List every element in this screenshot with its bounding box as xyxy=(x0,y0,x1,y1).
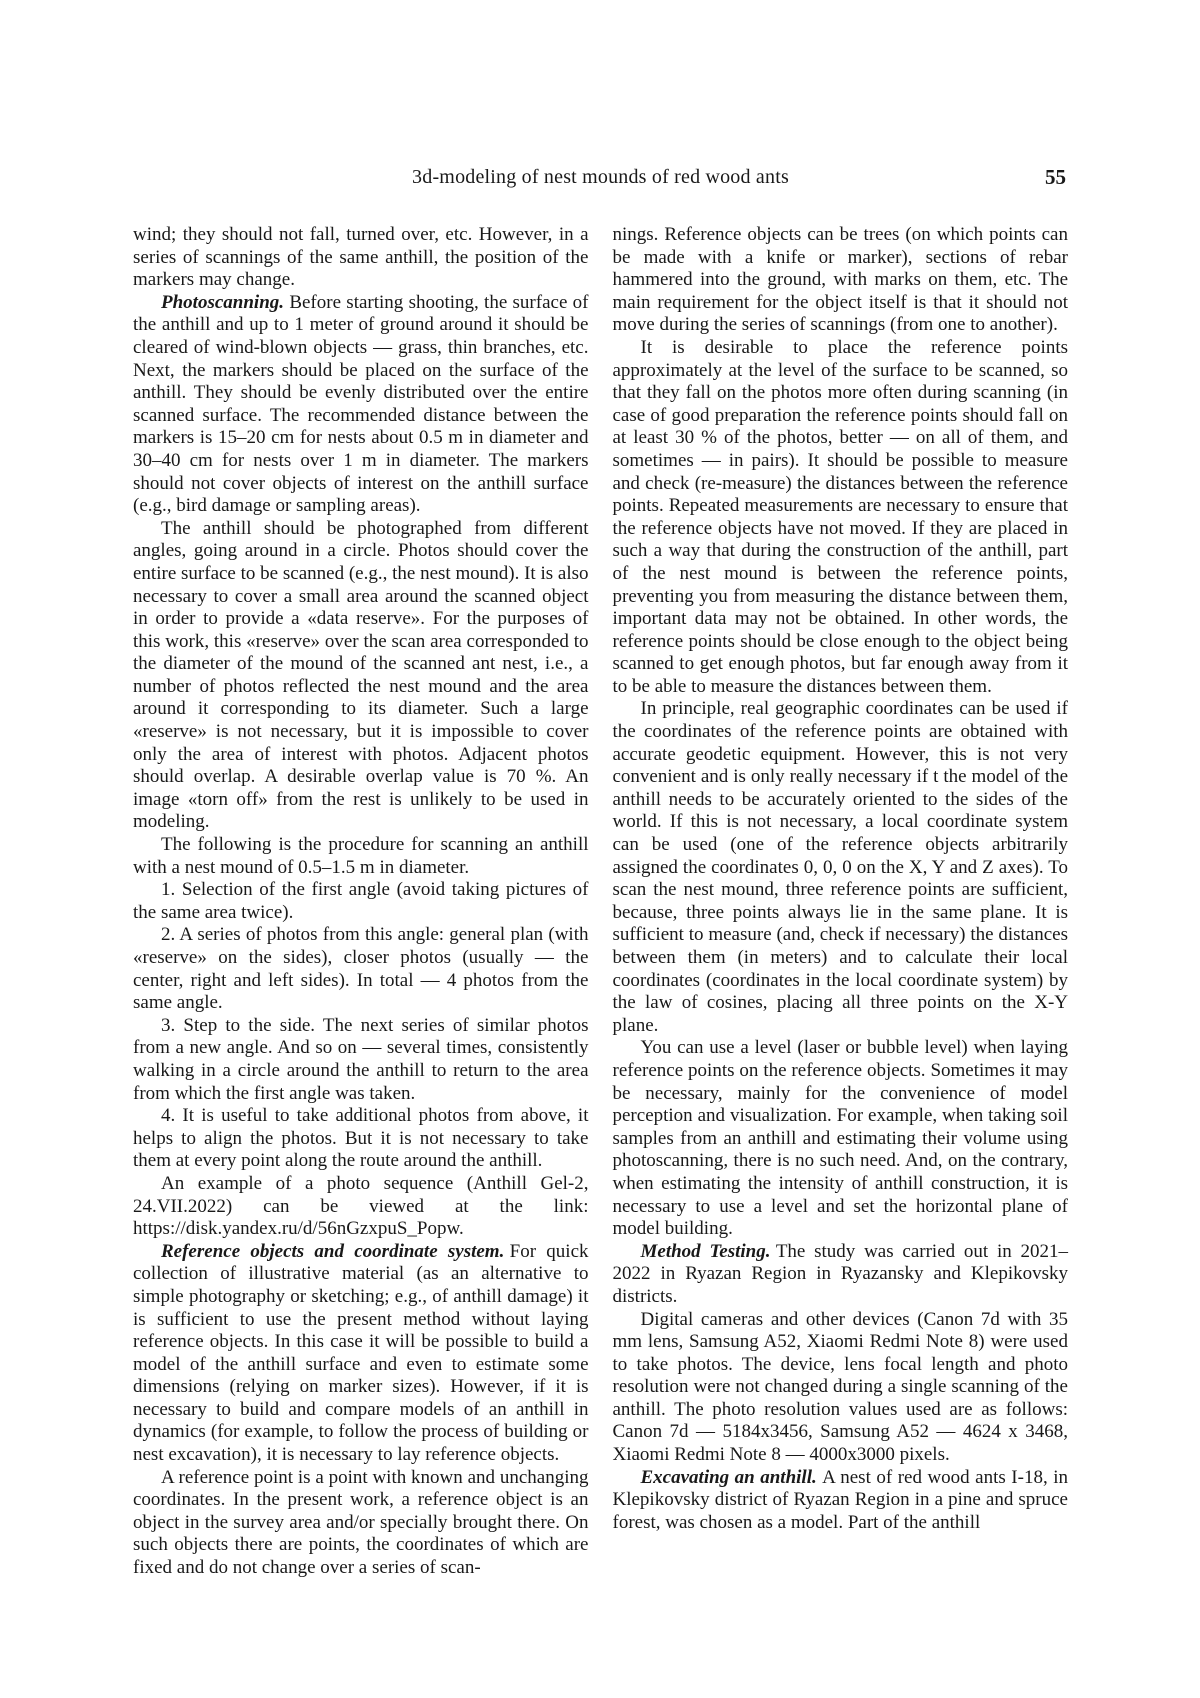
right-column xyxy=(613,224,1069,1580)
paragraph-text: Digital cameras and other devices (Canon 7d with 35 mm lens, Samsung A52, Xiaomi Redmi Note 8) were used to take photos. The device, lens focal length and photo resolution were not changed during a single scanning of the anthill. The photo resolution values used are as follows: Canon 7d — 5184x3456, Samsung A52 — 4624 x 3468, Xiaomi Redmi Note 8 — 4000x3000 pixels. xyxy=(612,1308,1068,1466)
paragraph-reference-objects xyxy=(133,1241,589,1467)
paragraph-text: 1. Selection of the first angle (avoid taking pictures of the same area twice). xyxy=(133,879,589,923)
paragraph-text: 3. Step to the side. The next series of similar photos from a new angle. And so on — several times, consistently walking in a circle around the anthill to return to the area from which the first angle was taken. xyxy=(133,1014,589,1104)
list-item-2 xyxy=(133,924,589,1014)
paragraph-procedure-intro xyxy=(133,834,589,879)
paragraph-text: Before starting shooting, the surface of the anthill and up to 1 meter of ground around it should be cleared of wind-blown objects — grass, thin branches, etc. Next, the markers should be placed on the surface of the anthill. They should be evenly distributed over the entire scanned surface. The recommended distance between the markers is 15–20 cm for nests about 0.5 m in diameter and 30–40 cm for nests over 1 m in diameter. The markers should not cover objects of interest on the anthill surface (e.g., bird damage or sampling areas). xyxy=(133,291,589,517)
paragraph-photo-sequence-example xyxy=(133,1173,589,1241)
paragraph-text: In principle, real geographic coordinates can be used if the coordinates of the reference points are obtained with accurate geodetic equipment. However, this is not very convenient and is only really necessary if t the model of the anthill needs to be accurately oriented to the sides of the world. If this is not necessary, a local coordinate system can be used (one of the reference objects arbitrarily assigned the coordinates 0, 0, 0 on the X, Y and Z axes). To scan the nest mound, three reference points are sufficient, because, three points always lie in the same plane. It is sufficient to measure (and, check if necessary) the distances between them (in meters) and to calculate their local coordinates (coordinates in the local coordinate system) by the law of cosines, placing all three points on the X-Y plane. xyxy=(612,698,1068,1036)
left-column xyxy=(133,224,589,1580)
paragraph-reference-point-definition xyxy=(133,1467,589,1580)
paragraph-lead: Reference objects and coordinate system. xyxy=(161,1240,505,1262)
paragraph-scannings-continuation xyxy=(613,224,1069,337)
running-head xyxy=(133,163,1068,191)
paragraph-text: nings. Reference objects can be trees (on which points can be made with a knife or marker), sections of rebar hammered into the ground, with marks on them, etc. The main requirement for the object itself is that it should not move during the series of scannings (from one to another). xyxy=(612,224,1068,336)
paragraph-text: The following is the procedure for scanning an anthill with a nest mound of 0.5–1.5 m in diameter. xyxy=(133,834,589,878)
paragraph-text: An example of a photo sequence (Anthill Gel-2, 24.VII.2022) can be viewed at the link: xyxy=(133,1172,589,1217)
page-content xyxy=(133,163,1068,1580)
paragraph-photograph-angles xyxy=(133,518,589,834)
two-column-body xyxy=(133,224,1068,1580)
paragraph-text: It is desirable to place the reference points approximately at the level of the surface to be scanned, so that they fall on the photos more often during scanning (in case of good preparation the reference points should fall on at least 30 % of the photos, better — on all of them, and sometimes — in pairs). It should be possible to measure and check (re-measure) the distances between the reference points. Repeated measurements are necessary to ensure that the reference objects have not moved. If they are placed in such a way that during the construction of the anthill, part of the nest mound is between the reference points, preventing you from measuring the distance between them, important data may not be obtained. In other words, the reference points should be close enough to the object being scanned to get enough photos, but far enough away from it to be able to measure the distances between them. xyxy=(612,336,1068,697)
paragraph-text: For quick collection of illustrative material (as an alternative to simple photography or sketching; e.g., of anthill damage) it is sufficient to use the present method without laying reference objects. In this case it will be possible to build a model of the anthill surface and even to estimate some dimensions (relying on marker sizes). However, if it is necessary to build and compare models of an anthill in dynamics (for example, to follow the process of building or nest excavation), it is necessary to lay reference objects. xyxy=(133,1240,589,1466)
list-item-3 xyxy=(133,1015,589,1105)
paragraph-lead: Method Testing. xyxy=(640,1240,771,1262)
paragraph-level-usage xyxy=(613,1037,1069,1240)
paragraph-cameras xyxy=(613,1309,1069,1467)
paragraph-lead: Excavating an anthill. xyxy=(640,1466,817,1488)
paragraph-method-testing xyxy=(613,1241,1069,1309)
paragraph-text: A reference point is a point with known and unchanging coordinates. In the present work, a reference object is an object in the survey area and/or specially brought there. On such objects there are points, the coordinates of which are fixed and do not change over a series of scan- xyxy=(133,1466,589,1579)
list-item-4 xyxy=(133,1105,589,1173)
paragraph-text: The study was carried out in 2021–2022 in Ryazan Region in Ryazansky and Klepikovsky districts. xyxy=(612,1240,1068,1307)
paragraph-text: 4. It is useful to take additional photos from above, it helps to align the photos. But it is not necessary to take them at every point along the route around the anthill. xyxy=(133,1105,589,1172)
paragraph-text: You can use a level (laser or bubble level) when laying reference points on the reference objects. Sometimes it may be necessary, mainly for the convenience of model perception and visualization. For example, when taking soil samples from an anthill and estimating their volume using photoscanning, there is no such need. And, on the contrary, when estimating the intensity of anthill construction, it is necessary to use a level and set the horizontal plane of model building. xyxy=(612,1037,1068,1240)
list-item-1 xyxy=(133,879,589,924)
paragraph-coordinates xyxy=(613,698,1069,1037)
paragraph-excavating-anthill xyxy=(613,1467,1069,1535)
paragraph-text: . xyxy=(459,1218,464,1240)
paragraph-markers-continuation xyxy=(133,224,589,292)
paragraph-text: 2. A series of photos from this angle: general plan (with «reserve» on the sides), closer photos (usually — the center, right and left sides). In total — 4 photos from the same angle. xyxy=(133,924,589,1014)
page-number: 55 xyxy=(1045,165,1066,189)
paragraph-text: A nest of red wood ants I-18, in Klepikovsky district of Ryazan Region in a pine and spruce forest, was chosen as a model. Part of the anthill xyxy=(612,1466,1068,1533)
paragraph-placing-reference-points xyxy=(613,337,1069,699)
paragraph-photoscanning xyxy=(133,292,589,518)
paragraph-text: wind; they should not fall, turned over, etc. However, in a series of scannings of the same anthill, the position of the markers may change. xyxy=(133,224,589,291)
running-title: 3d-modeling of nest mounds of red wood ants xyxy=(412,166,789,188)
paragraph-text: The anthill should be photographed from different angles, going around in a circle. Photos should cover the entire surface to be scanned (e.g., the nest mound). It is also necessary to cover a small area around the scanned object in order to provide a «data reserve». For the purposes of this work, this «reserve» over the scan area corresponded to the diameter of the mound of the scanned ant nest, i.e., a number of photos reflected the nest mound and the area around it corresponding to its diameter. Such a large «reserve» is not necessary, but it is impossible to cover only the area of interest with photos. Adjacent photos should overlap. A desirable overlap value is 70 %. An image «torn off» from the rest is unlikely to be used in modeling. xyxy=(133,517,589,833)
yandex-disk-link[interactable]: https://disk.yandex.ru/d/56nGzxpuS_Popw xyxy=(133,1218,459,1240)
paragraph-lead: Photoscanning. xyxy=(161,291,285,313)
